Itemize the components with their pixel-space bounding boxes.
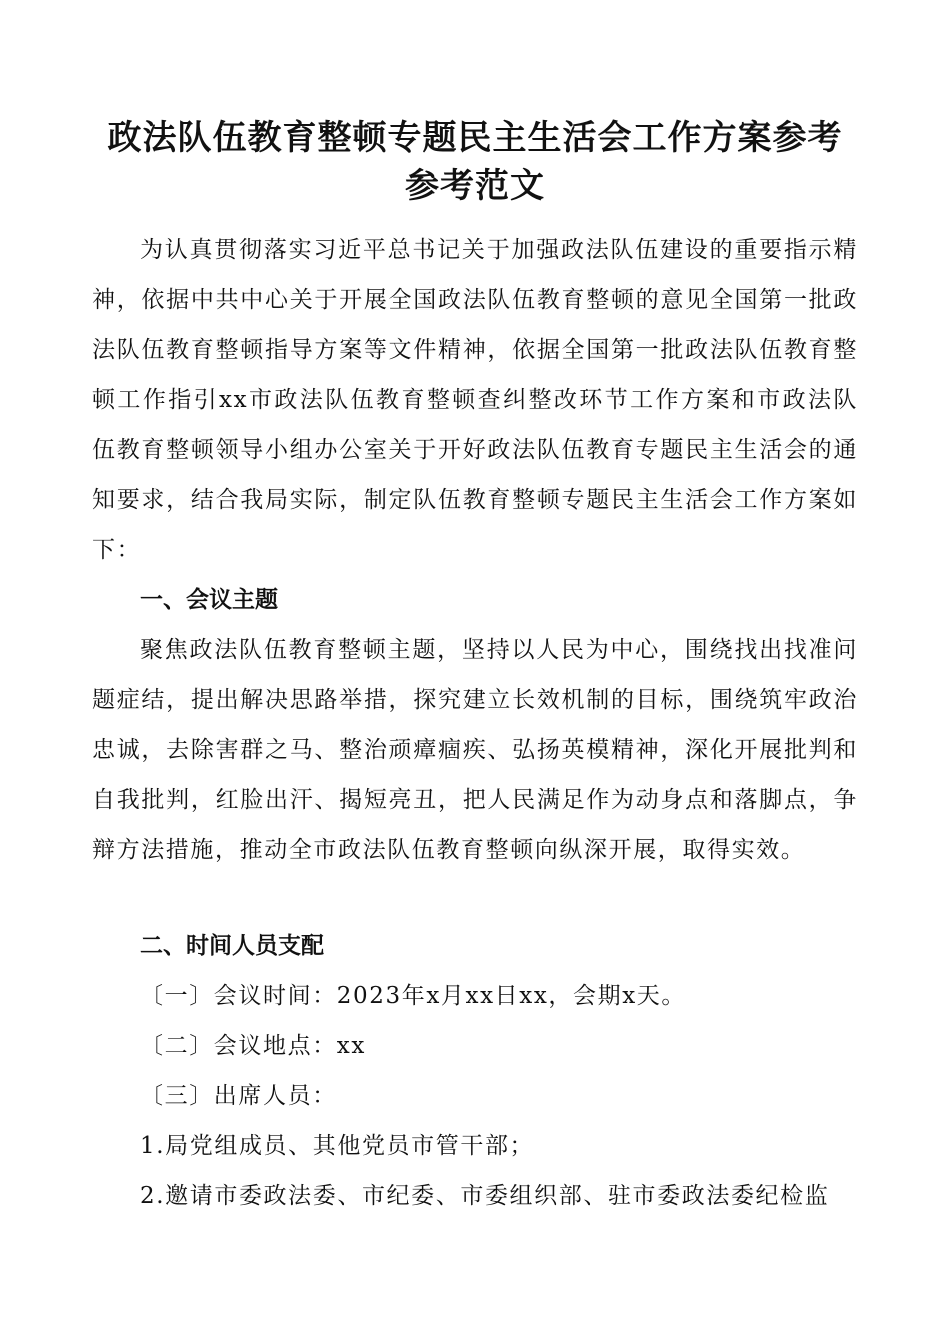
- document-title-line1: 政法队伍教育整顿专题民主生活会工作方案参考: [107, 118, 843, 158]
- meeting-theme-paragraph: 聚焦政法队伍教育整顿主题，坚持以人民为中心，围绕找出找准问题症结，提出解决思路举措，探究建立长效机制的目标，围绕筑牢政治忠诚，去除害群之马、整治顽瘴痼疾、弘扬英模精神，深化开展批判和自我批判，红脸出汗、揭短亮丑，把人民满足作为动身点和落脚点，争辩方法措施，推动全市政法队伍教育整顿向纵深开展，取得实效。: [92, 637, 858, 863]
- section-heading-time-personnel: 二、时间人员支配: [140, 933, 324, 959]
- document-title-line2: 参考范文: [405, 166, 545, 206]
- attendee-item-1: 1.局党组成员、其他党员市管干部；: [140, 1133, 535, 1159]
- intro-paragraph: 为认真贯彻落实习近平总书记关于加强政法队伍建设的重要指示精神，依据中共中心关于开展全国政法队伍教育整顿的意见全国第一批政法队伍教育整顿指导方案等文件精神，依据全国第一批政法队伍教育整顿工作指引xx市政法队伍教育整顿查纠整改环节工作方案和市政法队伍教育整顿领导小组办公室关于开好政法队伍教育专题民主生活会的通知要求，结合我局实际，制定队伍教育整顿专题民主生活会工作方案如下：: [92, 237, 858, 563]
- attendee-item-2: 2.邀请市委政法委、市纪委、市委组织部、驻市委政法委纪检监: [140, 1183, 830, 1209]
- meeting-place-item: 〔二〕会议地点：xx: [140, 1033, 366, 1059]
- section-heading-meeting-theme: 一、会议主题: [140, 587, 278, 613]
- meeting-time-item: 〔一〕会议时间：2023年x月xx日xx，会期x天。: [140, 983, 686, 1009]
- attendees-item: 〔三〕出席人员：: [140, 1083, 337, 1109]
